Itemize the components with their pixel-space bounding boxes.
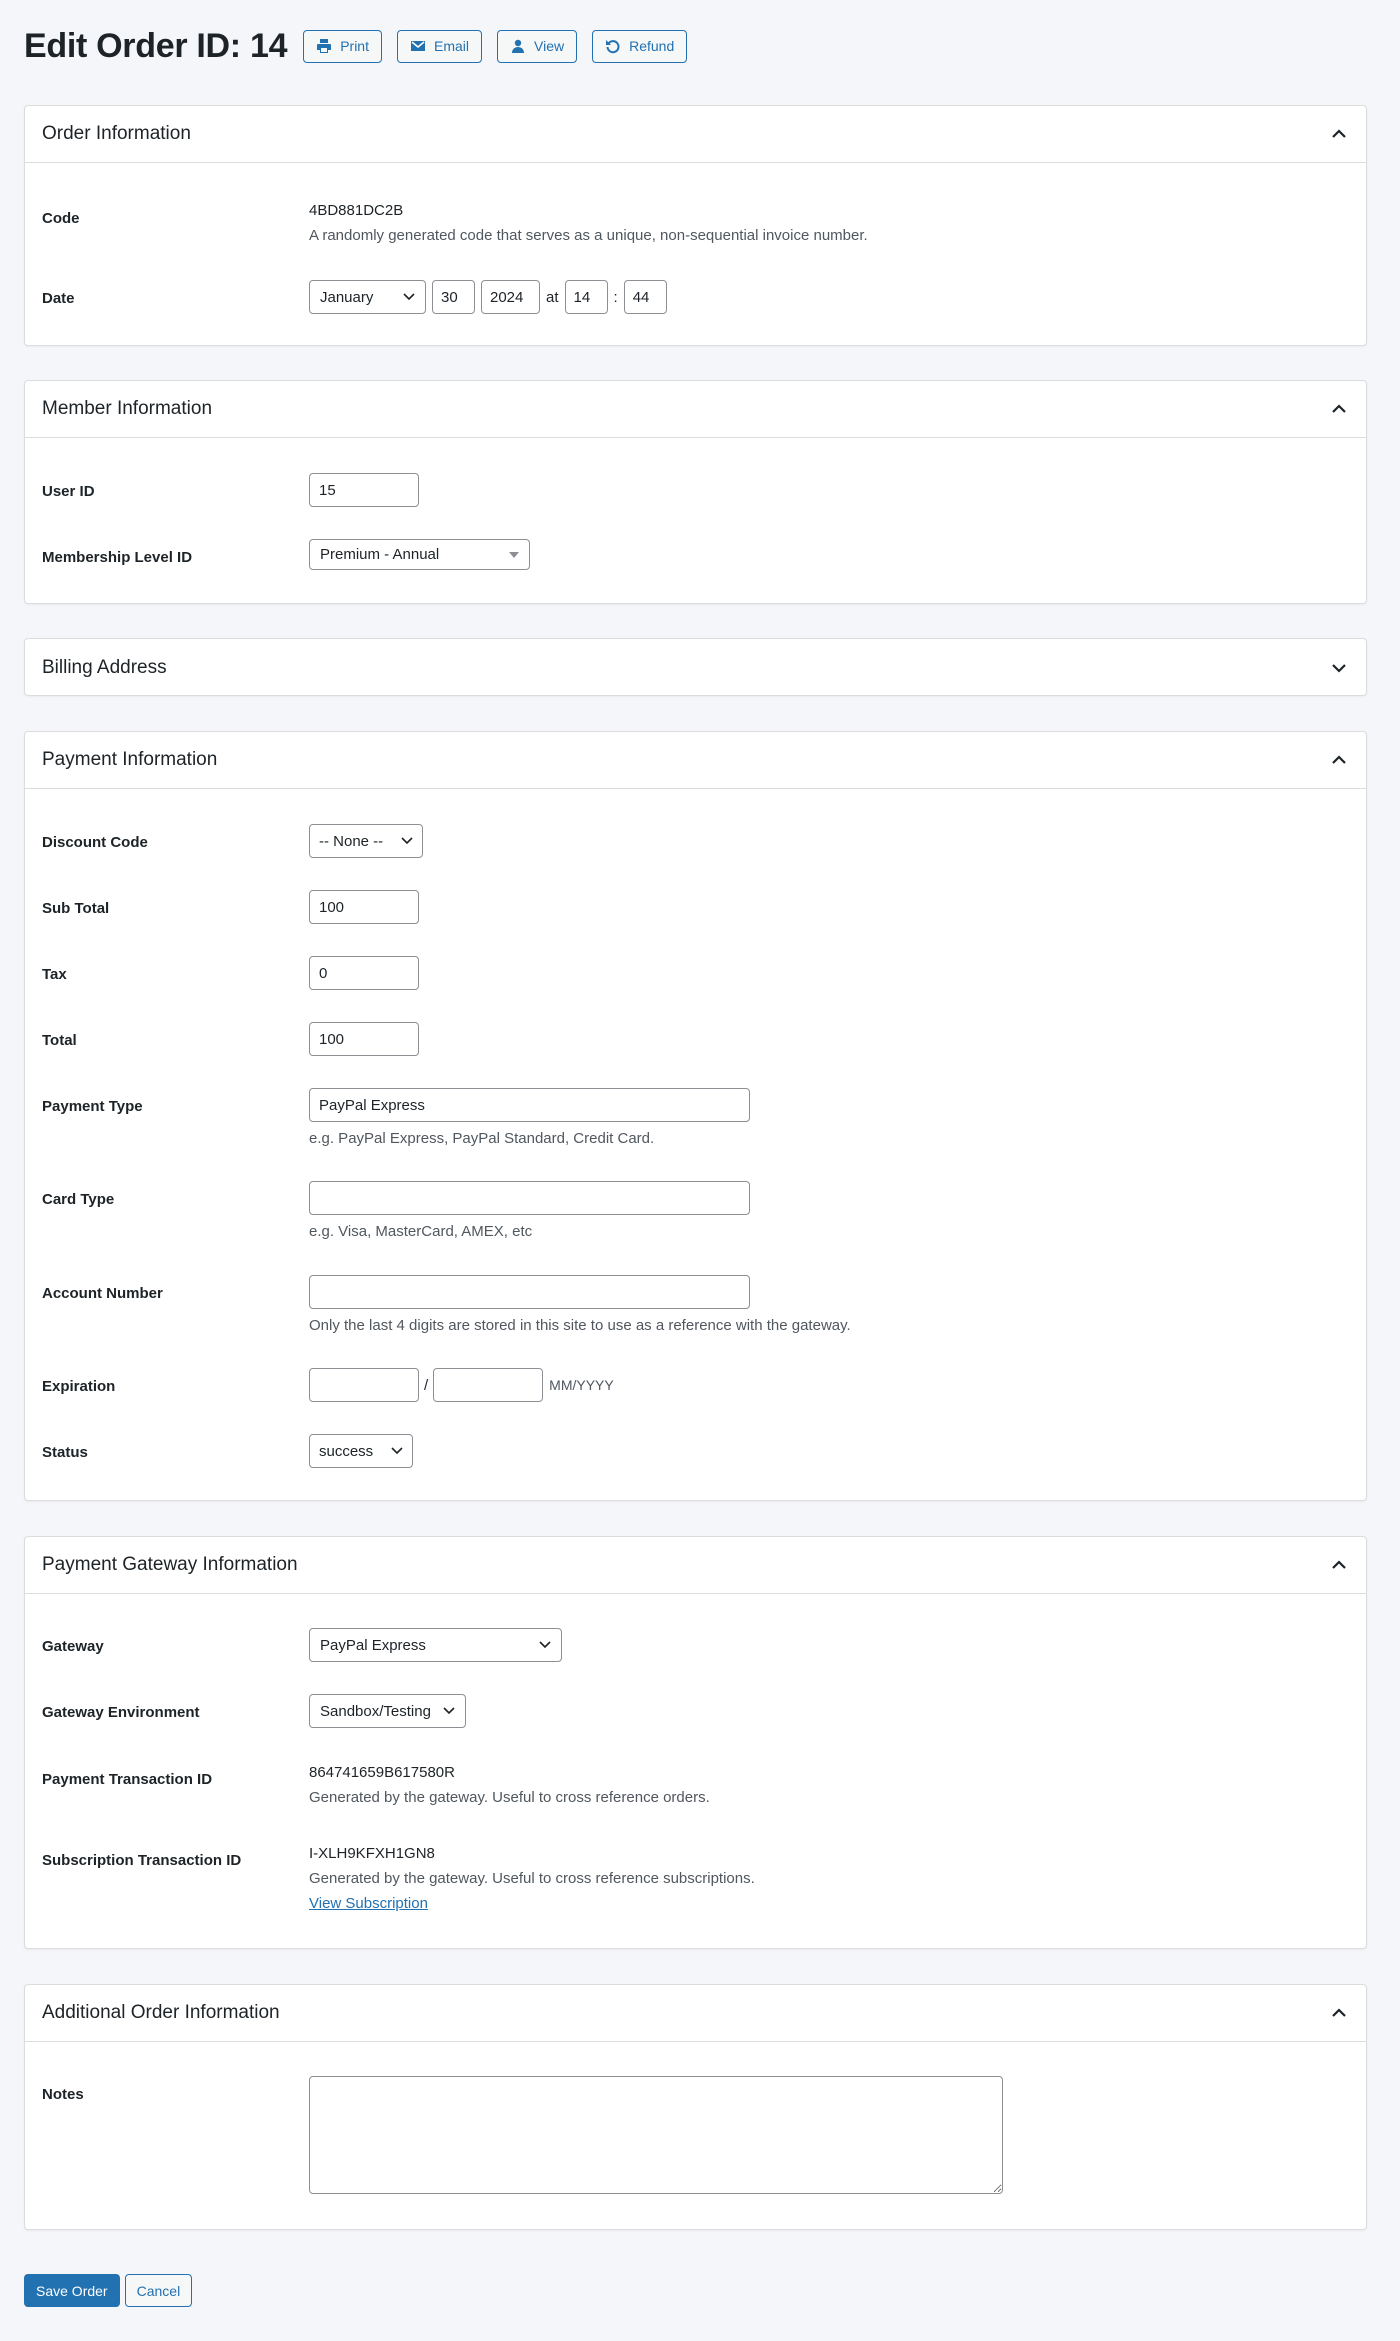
envelope-icon [410, 38, 426, 54]
chevron-down-icon[interactable] [1329, 658, 1349, 678]
chevron-down-icon [401, 837, 413, 845]
tax-input[interactable] [309, 956, 419, 990]
billing-address-panel [24, 638, 1367, 696]
at-label: at [546, 288, 559, 306]
expiration-label: Expiration [42, 1378, 116, 1395]
cancel-button[interactable]: Cancel [125, 2274, 193, 2307]
member-information-panel [24, 380, 1367, 604]
subscription-transaction-description: Generated by the gateway. Useful to cross reference subscriptions. [309, 1870, 755, 1887]
refresh-icon [605, 38, 621, 54]
payment-type-input[interactable] [309, 1088, 750, 1122]
account-number-input[interactable] [309, 1275, 750, 1309]
notes-textarea[interactable] [309, 2076, 1003, 2194]
user-id-input[interactable] [309, 473, 419, 507]
code-value: 4BD881DC2B [309, 202, 404, 219]
chevron-down-icon [391, 1447, 403, 1455]
status-select[interactable] [309, 1434, 413, 1468]
payment-transaction-label: Payment Transaction ID [42, 1771, 213, 1788]
subtotal-label: Sub Total [42, 900, 110, 917]
panel-title: Payment Gateway Information [42, 1554, 298, 1575]
hour-input[interactable] [565, 280, 608, 314]
month-value: January [320, 288, 374, 306]
card-type-input[interactable] [309, 1181, 750, 1215]
date-label: Date [42, 290, 75, 307]
gateway-select[interactable] [309, 1628, 562, 1662]
notes-label: Notes [42, 2086, 84, 2103]
subscription-transaction-id: I-XLH9KFXH1GN8 [309, 1845, 435, 1862]
gateway-row [42, 1628, 1349, 1662]
discount-code-row [42, 824, 1349, 858]
refund-label: Refund [629, 38, 675, 54]
email-button[interactable] [397, 30, 482, 63]
chevron-down-icon [403, 293, 415, 301]
panel-header[interactable] [25, 732, 1366, 789]
panel-title: Order Information [42, 123, 191, 144]
chevron-up-icon[interactable] [1329, 1555, 1349, 1575]
membership-level-row [42, 539, 1349, 570]
user-icon [510, 38, 526, 54]
expiration-format-hint: MM/YYYY [549, 1377, 614, 1393]
save-order-button[interactable]: Save Order [24, 2274, 120, 2307]
subtotal-input[interactable] [309, 890, 419, 924]
panel-title: Member Information [42, 398, 213, 419]
membership-level-select[interactable] [309, 539, 530, 570]
time-colon: : [613, 288, 618, 306]
caret-down-icon [509, 552, 519, 558]
discount-code-value: -- None -- [319, 832, 384, 850]
year-input[interactable] [481, 280, 540, 314]
panel-header[interactable] [25, 1537, 1366, 1594]
gateway-environment-label: Gateway Environment [42, 1704, 200, 1721]
form-actions [24, 2274, 192, 2307]
gateway-value: PayPal Express [320, 1636, 426, 1654]
print-label: Print [340, 38, 369, 54]
order-information-panel [24, 105, 1367, 346]
chevron-up-icon[interactable] [1329, 399, 1349, 419]
additional-order-panel [24, 1984, 1367, 2230]
view-button[interactable] [497, 30, 577, 63]
subscription-transaction-label: Subscription Transaction ID [42, 1852, 242, 1869]
code-description: A randomly generated code that serves as a unique, non-sequential invoice number. [309, 227, 868, 244]
panel-header[interactable] [25, 381, 1366, 438]
printer-icon [316, 38, 332, 54]
discount-code-select[interactable] [309, 824, 423, 858]
panel-header[interactable] [25, 106, 1366, 163]
card-type-label: Card Type [42, 1191, 115, 1208]
chevron-up-icon[interactable] [1329, 2003, 1349, 2023]
account-number-description: Only the last 4 digits are stored in this site to use as a reference with the gateway. [309, 1317, 851, 1334]
code-label: Code [42, 210, 80, 227]
status-label: Status [42, 1444, 88, 1461]
view-subscription-link[interactable]: View Subscription [309, 1895, 428, 1912]
account-number-label: Account Number [42, 1285, 163, 1302]
email-label: Email [433, 38, 469, 54]
payment-type-label: Payment Type [42, 1098, 143, 1115]
day-input[interactable] [432, 280, 475, 314]
page-header [24, 24, 702, 68]
membership-level-value: Premium - Annual [320, 546, 440, 563]
view-label: View [534, 38, 565, 54]
panel-header[interactable] [25, 639, 1366, 696]
expiration-year-input[interactable] [433, 1368, 543, 1402]
panel-header[interactable] [25, 1985, 1366, 2042]
chevron-down-icon [443, 1707, 455, 1715]
month-select[interactable] [309, 280, 426, 314]
status-value: success [319, 1442, 374, 1460]
gateway-environment-row [42, 1694, 1349, 1728]
gateway-environment-value: Sandbox/Testing [320, 1702, 431, 1720]
status-row [42, 1434, 1349, 1468]
membership-level-label: Membership Level ID [42, 549, 193, 566]
refund-button[interactable] [592, 30, 687, 63]
payment-gateway-panel [24, 1536, 1367, 1949]
payment-type-description: e.g. PayPal Express, PayPal Standard, Credit Card. [309, 1130, 655, 1147]
discount-code-label: Discount Code [42, 834, 148, 851]
panel-title: Additional Order Information [42, 2002, 280, 2023]
expiration-separator: / [424, 1376, 429, 1394]
panel-title: Billing Address [42, 656, 167, 678]
payment-information-panel [24, 731, 1367, 1501]
payment-transaction-description: Generated by the gateway. Useful to cross reference orders. [309, 1789, 710, 1806]
panel-title: Payment Information [42, 749, 218, 770]
gateway-environment-select[interactable] [309, 1694, 466, 1728]
card-type-description: e.g. Visa, MasterCard, AMEX, etc [309, 1223, 533, 1240]
chevron-up-icon[interactable] [1329, 124, 1349, 144]
expiration-month-input[interactable] [309, 1368, 419, 1402]
chevron-up-icon[interactable] [1329, 750, 1349, 770]
page-title: Edit Order ID: 14 [24, 26, 288, 65]
gateway-label: Gateway [42, 1638, 104, 1655]
print-button[interactable] [303, 30, 382, 63]
user-id-label: User ID [42, 483, 95, 500]
payment-transaction-id: 864741659B617580R [309, 1764, 455, 1781]
chevron-down-icon [539, 1641, 551, 1649]
minute-input[interactable] [624, 280, 667, 314]
tax-label: Tax [42, 966, 67, 983]
total-input[interactable] [309, 1022, 419, 1056]
total-label: Total [42, 1032, 77, 1049]
